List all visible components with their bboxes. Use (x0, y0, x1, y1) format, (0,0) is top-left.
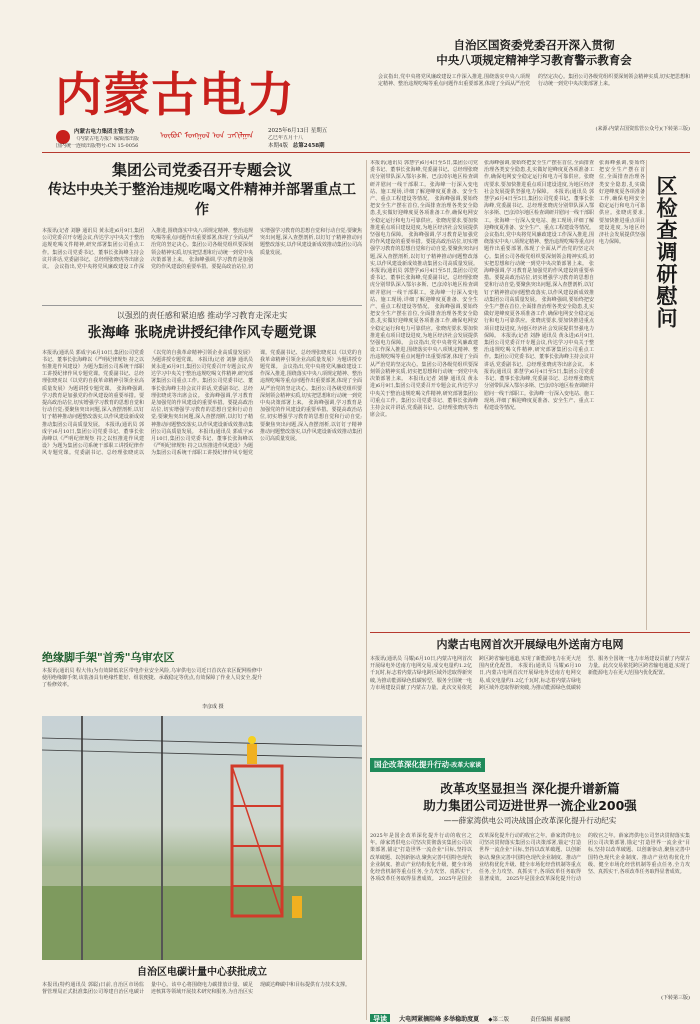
sponsor: 内蒙古电力集团主管主办 (74, 129, 135, 135)
top-news (378, 38, 690, 148)
second-body-p7: 会议指出,党中央将党风廉政建设工作深入推进,围绕落实中央八项规定精神、整治违规吃喝等重点问题作出重要部署,体现了全面从严治党的坚定决心。集团公司各级党组织要深刻领会精神实质,切实把思想和行动统一到党中央决策部署上来。 (260, 364, 362, 407)
bottom-body (42, 982, 362, 1020)
col-middle-1-p5: 张海峰强调,要始终把安全生产摆在首位,全面排查治理各类安全隐患,扎实做好迎峰度夏各项准备工作,确保电网安全稳定运行和电力可靠供应。张晓虎要求,要加快推进重点项目建设进度,为地区经济社会发展提供坚强电力保障。 (370, 304, 478, 347)
issue-pages (268, 142, 358, 148)
reform-title-line2: 助力集团公司迈进世界一流企业200强 (423, 798, 637, 813)
second-body-p8: 张海峰强调,学习教育是加强党的作风建设的重要举措。要提高政治站位,切实增强学习教育的思想自觉和行动自觉;要聚焦突出问题,深入查摆剖析,以钉钉子精神推动问题整改落实,以作风建设新成效推动集团公司高质量发展。 (260, 400, 362, 443)
vertical-title: 区检查调研慰问 (654, 175, 678, 329)
second-title: 张海峰 张晓虎讲授纪律作风专题党课 (87, 324, 317, 341)
col-middle-1-p7: 本报讯(记者 刘静 通讯员 黄永进)6月9日,集团公司党委召开专题会议,传达学习中央关于整治违规吃喝文件精神,研究部署集团公司重点工作。集团公司党委书记、董事长张海峰主持会议并讲话,党委副书记、总经理张晓虎等出席会议。 (370, 376, 478, 419)
reform-title-line1: 改革攻坚显担当 深化提升谱新篇 (440, 781, 620, 796)
reform-body-p3: 2025年是国企改革深化提升行动的收官之年。薛家湾供电公司坚决贯彻落实集团公司决策部署,锚定"打造世界一流企业"目标,坚持以改革破题、以创新驱动,聚焦完善中国特色现代企业制度、推动产业结构优化升级、健全市场化经营机制等重点任务,全力攻坚、真抓实干,各项改革任务取得显著成效。 (506, 833, 690, 883)
reform-subtitle: ——薛家湾供电公司决战国企改革深化提升行动纪实 (443, 816, 617, 825)
masthead-divider (42, 152, 690, 153)
middle-divider (370, 632, 690, 633)
top-news-title-line2: 中央八项规定精神学习教育警示教育会 (436, 53, 632, 67)
lead-body-p3: 张海峰强调,学习教育是加强党的作风建设的重要举措。要提高政治站位,切实增强学习教育的思想自觉和行动自觉;要聚焦突出问题,深入查摆剖析,以钉钉子精神推动问题整改落实,以作风建设新成效推动集团公司高质量发展。 (151, 228, 362, 271)
second-article (42, 305, 362, 645)
col-middle-1-p6: 会议指出,党中央将党风廉政建设工作深入推进,围绕落实中央八项规定精神、整治违规吃喝等重点问题作出重要部署,体现了全面从严治党的坚定决心。集团公司各级党组织要深刻领会精神实质,切实把思想和行动统一到党中央决策部署上来。 (370, 340, 478, 383)
col-middle-2-p1: 张海峰强调,要始终把安全生产摆在首位,全面排查治理各类安全隐患,扎实做好迎峰度夏各项准备工作,确保电网安全稳定运行和电力可靠供应。张晓虎要求,要加快推进重点项目建设进度,为地区经济社会发展提供坚强电力保障。 (484, 160, 594, 195)
col-middle-2-p7: 本报讯(通讯员 郭慧学)6月4日至5日,集团公司党委书记、董事长张海峰,党委副书记、总经理张晓虎分别带队深入鄂尔多斯、巴彦淖尔地区检查调研并慰问一线干部职工。张海峰一行深入变电站、施工现场,详细了解迎峰度夏准备、安全生产、重点工程建设等情况。 (484, 361, 594, 411)
second-body-p3: 本报讯(通讯员 郭成宇)6月10日,集团公司党委书记、董事长张海峰以《严明纪律规矩 持之以恒推进作风建设》为题为集团公司系统干部职工讲授纪律作风专题党课。党委副书记、总经理张晓虎以《以党的自我革命精神引领企业高质量发展》为题讲授专题党课。 (42, 349, 253, 457)
separator-2 (646, 160, 647, 630)
lead-title-line1: 集团公司党委召开专题会议 (111, 161, 292, 179)
vertical-headline (650, 175, 686, 595)
bottom-title: 自治区电碳计量中心获批成立 (137, 967, 267, 978)
total-issue: 总第2458期 (292, 143, 325, 148)
col-middle-2-p3: 会议指出,党中央将党风廉政建设工作深入推进,围绕落实中央八项规定精神、整治违规吃喝等重点问题作出重要部署,体现了全面从严治党的坚定决心。集团公司各级党组织要深刻领会精神实质,切实把思想和行动统一到党中央决策部署上来。 (484, 232, 594, 267)
col-middle-2-p4: 张海峰强调,学习教育是加强党的作风建设的重要举措。要提高政治站位,切实增强学习教育的思想自觉和行动自觉;要聚焦突出问题,深入查摆剖析,以钉钉子精神推动问题整改落实,以作风建设新成效推动集团公司高质量发展。 (484, 260, 594, 303)
photo-story-credit: 李彦成 摄 (202, 704, 224, 710)
second-body-p4: 本报讯(记者 刘静 通讯员 黄永进)6月9日,集团公司党委召开专题会议,传达学习中央关于整治违规吃喝文件精神,研究部署集团公司重点工作。集团公司党委书记、董事长张海峰主持会议并讲话,党委副书记、总经理张晓虎等出席会议。 (151, 356, 253, 399)
photo-story-title: 绝缘脚手架"首秀"乌审农区 (42, 651, 175, 664)
issue-date: 2025年6月13日 星期五 (268, 128, 328, 134)
photo-story-caption (42, 668, 262, 712)
guide-item-page[interactable]: ◆第二版 (488, 1017, 510, 1022)
top-news-title-line1: 自治区国资委党委召开深入贯彻 (453, 38, 615, 52)
middle-news-body-p1: 本报讯(通讯员 马耀)6月10日,内蒙古电网首次开展绿电外送南方电网交易,成交电量约1.2亿千瓦时,标志着内蒙古绿电跨区域外送取得新突破,为推动能源绿色低碳转型、服务全国统一电力市场建设贡献了内蒙古力量。此次交易依托跨区跨省输电通道,实现了新能源电力在更大范围内优化配置。 (370, 656, 581, 691)
guide-label: 导读 (370, 1014, 390, 1022)
bottom-body-p1: 本报讯(特约通讯员 郭聪)日前,自治区市场监督管理局正式批准集团公司筹建自治区电碳计量中心。该中心将围绕电力碳排放计量、碳足迹核算等领域开展技术研究和服务,为自治区实现碳达峰碳中和目标提供有力技术支撑。 (42, 982, 351, 996)
guide-item[interactable]: 大电网紧摘阻峰 多举稳助度夏 (399, 1016, 480, 1022)
second-body-p6: 本报讯(通讯员 郭成宇)6月10日,集团公司党委书记、董事长张海峰以《严明纪律规矩 持之以恒推进作风建设》为题为集团公司系统干部职工讲授纪律作风专题党课。党委副书记、总经理张晓虎以《以党的自我革命精神引领企业高质量发展》为题讲授专题党课。 (151, 349, 362, 457)
scaffold-photo (42, 716, 362, 960)
lead-body-p1: 本报讯(记者 刘静 通讯员 黄永进)6月9日,集团公司党委召开专题会议,传达学习中央关于整治违规吃喝文件精神,研究部署集团公司重点工作。集团公司党委书记、董事长张海峰主持会议并讲话,党委副书记、总经理张晓虎等出席会议。 (42, 228, 144, 271)
bottom-article (42, 966, 362, 1022)
column-right-lower (599, 160, 645, 628)
pages-count: 本期4版 (268, 143, 288, 148)
middle-news-body-p2: 本报讯(通讯员 马耀)6月10日,内蒙古电网首次开展绿电外送南方电网交易,成交电量约1.2亿千瓦时,标志着内蒙古绿电跨区域外送取得新突破,为推动能源绿色低碳转型、服务全国统一电力市场建设贡献了内蒙古力量。此次交易依托跨区跨省输电通道,实现了新能源电力在更大范围内优化配置。 (479, 656, 690, 691)
second-body-p2: 张海峰强调,学习教育是加强党的作风建设的重要举措。要提高政治站位,切实增强学习教育的思想自觉和行动自觉;要聚焦突出问题,深入查摆剖析,以钉钉子精神推动问题整改落实,以作风建设新成效推动集团公司高质量发展。 (42, 385, 144, 428)
cn-number: 国内统一连续出版物号:CN 15-0056 (56, 143, 139, 148)
lead-title-line2: 传达中央关于整治违规吃喝文件精神并部署重点工作 (48, 182, 356, 218)
reform-tag-sub: ·改革大家谈 (449, 762, 482, 769)
column-middle-2 (484, 160, 594, 628)
photo-story (42, 650, 362, 960)
col-middle-2-p2: 本报讯(通讯员 郭慧学)6月4日至5日,集团公司党委书记、董事长张海峰,党委副书记、总经理张晓虎分别带队深入鄂尔多斯、巴彦淖尔地区检查调研并慰问一线干部职工。张海峰一行深入变电站、施工现场,详细了解迎峰度夏准备、安全生产、重点工程建设等情况。 (484, 188, 594, 231)
group-emblem-icon (56, 130, 70, 144)
top-news-source: (来源:内蒙古国资监管公众号)(下转第三版) (595, 126, 690, 132)
lead-body (42, 228, 362, 300)
scaffold-illustration (42, 716, 362, 960)
second-divider (42, 305, 362, 306)
col-middle-1-p3: 张海峰强调,学习教育是加强党的作风建设的重要举措。要提高政治站位,切实增强学习教育的思想自觉和行动自觉;要聚焦突出问题,深入查摆剖析,以钉钉子精神推动问题整改落实,以作风建设新成效推动集团公司高质量发展。 (370, 232, 478, 267)
guide-box (370, 1006, 690, 1022)
separator-1 (366, 160, 367, 1020)
logo-text: 内蒙古电力 (55, 68, 295, 123)
mongolian-logo: ᠦᠪᠦᠷ ᠮᠣᠩᠭᠣᠯ ᠤᠨ ᠴᠠᠬᠢᠯᠭᠠᠨ (160, 131, 254, 140)
col-middle-2-p5: 张海峰强调,要始终把安全生产摆在首位,全面排查治理各类安全隐患,扎实做好迎峰度夏各项准备工作,确保电网安全稳定运行和电力可靠供应。张晓虎要求,要加快推进重点项目建设进度,为地区经济社会发展提供坚强电力保障。 (484, 296, 594, 339)
col-right-lower-p1: 张海峰强调,要始终把安全生产摆在首位,全面排查治理各类安全隐患,扎实做好迎峰度夏各项准备工作,确保电网安全稳定运行和电力可靠供应。张晓虎要求,要加快推进重点项目建设进度,为地区经济社会发展提供坚强电力保障。 (599, 160, 645, 246)
photo-story-caption-text: 本报讯(通讯员 程大伟)为有效降低农区带电作业安全风险,乌审供电公司近日首次在农区配网检修中使用绝缘脚手架,该装备具有绝缘性能好、组装便捷、承载稳定等优点,有效保障了作业人员安全,提升了检修效率。 (42, 668, 262, 689)
col-middle-1-p1: 本报讯(通讯员 郭慧学)6月4日至5日,集团公司党委书记、董事长张海峰,党委副书记、总经理张晓虎分别带队深入鄂尔多斯、巴彦淖尔地区检查调研并慰问一线干部职工。张海峰一行深入变电站、施工现场,详细了解迎峰度夏准备、安全生产、重点工程建设等情况。 (370, 160, 478, 203)
reform-body-p1: 2025年是国企改革深化提升行动的收官之年。薛家湾供电公司坚决贯彻落实集团公司决策部署,锚定"打造世界一流企业"目标,坚持以改革破题、以创新驱动,聚焦完善中国特色现代企业制度、推动产业结构优化升级、健全市场化经营机制等重点任务,全力攻坚、真抓实干,各项改革任务取得显著成效。 (370, 833, 472, 883)
second-body-p5: 张海峰强调,学习教育是加强党的作风建设的重要举措。要提高政治站位,切实增强学习教育的思想自觉和行动自觉;要聚焦突出问题,深入查摆剖析,以钉钉子精神推动问题整改落实,以作风建设新成效推动集团公司高质量发展。 (151, 392, 253, 435)
lead-article (42, 160, 362, 300)
reform-section (370, 752, 690, 1002)
reform-body (370, 833, 690, 991)
reform-body-p2: 2025年是国企改革深化提升行动的收官之年。薛家湾供电公司坚决贯彻落实集团公司决策部署,锚定"打造世界一流企业"目标,坚持以改革破题、以创新驱动,聚焦完善中国特色现代企业制度、推动产业结构优化升级、健全市场化经营机制等重点任务,全力攻坚、真抓实干,各项改革任务取得显著成效。 (438, 833, 581, 883)
second-body (42, 350, 362, 636)
reform-foot: (下转第三版) (661, 995, 690, 1001)
column-middle-1 (370, 160, 478, 628)
sponsor-editorial: 《内蒙古电力报》编辑部出版 (74, 136, 140, 142)
second-subtitle: 以强烈的责任感和紧迫感 推动学习教育走深走实 (116, 310, 288, 320)
lead-body-p2: 会议指出,党中央将党风廉政建设工作深入推进,围绕落实中央八项规定精神、整治违规吃喝等重点问题作出重要部署,体现了全面从严治党的坚定决心。集团公司各级党组织要深刻领会精神实质,切实把思想和行动统一到党中央决策部署上来。 (54, 228, 253, 271)
top-news-body: 会议指出,党中央将党风廉政建设工作深入推进,围绕落实中央八项规定精神、整治违规吃喝等重点问题作出重要部署,体现了全面从严治党的坚定决心。集团公司各级党组织要深刻领会精神实质,切实把思想和行动统一到党中央决策部署上来。 (378, 74, 690, 88)
middle-news (370, 636, 690, 746)
col-middle-1-p2: 张海峰强调,要始终把安全生产摆在首位,全面排查治理各类安全隐患,扎实做好迎峰度夏各项准备工作,确保电网安全稳定运行和电力可靠供应。张晓虎要求,要加快推进重点项目建设进度,为地区经济社会发展提供坚强电力保障。 (370, 196, 478, 239)
lunar-date: 乙巳年五月十八 (268, 135, 304, 141)
col-middle-1-p4: 本报讯(通讯员 郭慧学)6月4日至5日,集团公司党委书记、董事长张海峰,党委副书记、总经理张晓虎分别带队深入鄂尔多斯、巴彦淖尔地区检查调研并慰问一线干部职工。张海峰一行深入变电站、施工现场,详细了解迎峰度夏准备、安全生产、重点工程建设等情况。 (370, 268, 478, 311)
middle-news-title: 内蒙古电网首次开展绿电外送南方电网 (436, 638, 624, 651)
reform-tag (370, 758, 485, 772)
col-middle-2-p6: 本报讯(记者 刘静 通讯员 黄永进)6月9日,集团公司党委召开专题会议,传达学习中央关于整治违规吃喝文件精神,研究部署集团公司重点工作。集团公司党委书记、董事长张海峰主持会议并讲话,党委副书记、总经理张晓虎等出席会议。 (484, 332, 594, 368)
second-body-p1: 本报讯(通讯员 郭成宇)6月10日,集团公司党委书记、董事长张海峰以《严明纪律规矩 持之以恒推进作风建设》为题为集团公司系统干部职工讲授纪律作风专题党课。党委副书记、总经理张晓虎以《以党的自我革命精神引领企业高质量发展》为题讲授专题党课。 (42, 349, 144, 392)
responsible-editor: 责任编辑 郝丽媛 (530, 1017, 571, 1022)
reform-tag-label: 国企改革深化提升行动 (374, 760, 449, 769)
middle-news-body (370, 656, 690, 740)
